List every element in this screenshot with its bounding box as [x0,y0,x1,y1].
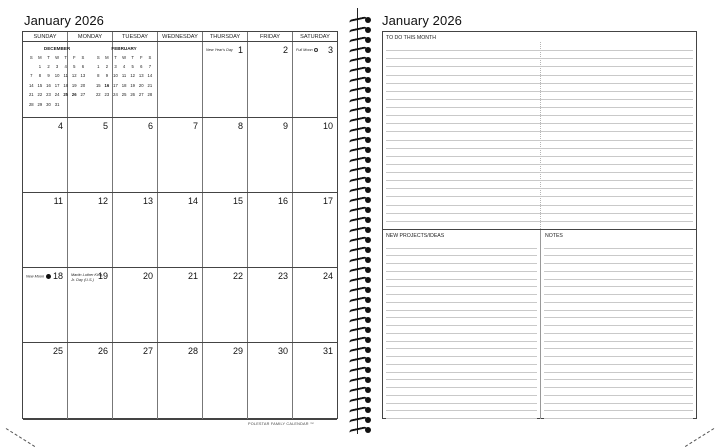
spiral-coil [345,96,373,103]
day-number: 4 [57,121,63,131]
mini-day: 2 [47,64,50,69]
spiral-coil [345,186,373,193]
ruled-line [386,180,693,181]
mini-day: 25 [63,92,68,98]
spiral-coil [345,226,373,233]
day-cell[interactable] [248,343,293,419]
spiral-coil [345,66,373,73]
mini-weekday: S [96,55,100,60]
spiral-binding [345,16,375,440]
mini-day: 6 [81,64,85,69]
day-number: 7 [192,121,198,131]
ruled-line [386,213,693,214]
day-number: 12 [97,196,108,206]
day-number: 31 [322,346,333,356]
day-cell[interactable] [68,343,113,419]
ruled-line [544,403,693,404]
day-cell[interactable] [158,118,203,192]
spiral-coil [345,156,373,163]
mini-day: 14 [28,82,34,88]
spiral-coil [345,86,373,93]
ruled-line [386,50,693,51]
mini-day: 10 [54,73,60,79]
day-note: Martin Luther King, Jr. Day (U.S.) [71,273,104,282]
day-cell[interactable] [293,268,337,342]
mini-weekday: S [29,55,33,60]
mini-day: 10 [113,73,118,79]
mini-day: 19 [71,82,77,88]
mini-day: 21 [28,92,34,98]
mini-weekday: W [55,55,60,60]
day-number: 23 [277,271,288,281]
mini-weekday: T [47,55,50,60]
right-page-title: January 2026 [382,13,462,28]
day-cell[interactable] [68,193,113,267]
day-number: 21 [187,271,198,281]
projects-notes-divider [540,230,541,419]
ruled-line [386,348,537,349]
ruled-line [386,58,693,59]
mini-day: 13 [80,73,86,79]
mini-day: 4 [122,64,126,69]
mini-day: 18 [63,82,68,88]
spiral-coil [345,56,373,63]
notes-section-label: NOTES [545,233,563,239]
day-number: 14 [187,196,198,206]
day-cell[interactable] [158,343,203,419]
day-cell[interactable] [203,268,248,342]
projects-section-label: NEW PROJECTS/IDEAS [386,233,445,239]
mini-day: 9 [47,73,50,79]
mini-weekday: S [81,55,85,60]
mini-weekday: F [139,55,143,60]
ruled-line [386,302,537,303]
day-number: 8 [237,121,243,131]
mini-day: 29 [37,101,43,107]
ruled-line [386,395,537,396]
ruled-line [544,302,693,303]
spiral-coil [345,246,373,253]
day-number: 16 [277,196,288,206]
day-number: 24 [322,271,333,281]
spiral-coil [345,336,373,343]
spiral-coil [345,286,373,293]
ruled-line [386,196,693,197]
day-cell[interactable] [23,118,68,192]
ruled-line [544,325,693,326]
spiral-coil [345,366,373,373]
spiral-coil [345,16,373,23]
day-note: Full Moon [296,48,313,52]
ruled-line [544,294,693,295]
mini-day [61,102,70,107]
spiral-coil [345,356,373,363]
mini-day: 22 [37,92,43,98]
ruled-line [544,395,693,396]
weekday-header: TUESDAY [113,32,158,41]
ruled-line [386,310,537,311]
week-row [23,193,337,268]
ruled-line [386,418,537,419]
day-cell[interactable] [113,268,158,342]
planner-notes-page [382,31,697,419]
mini-day: 16 [46,82,51,88]
ruled-line [386,317,537,318]
mini-day: 1 [97,64,100,69]
full-moon-icon [314,48,318,52]
ruled-line [386,188,693,189]
mini-weekday: F [72,55,76,60]
mini-day: 1 [38,64,42,69]
day-note: New Year's Day [206,48,233,52]
ruled-line [544,348,693,349]
ruled-line [386,115,693,116]
spiral-coil [345,116,373,123]
mini-day: 7 [148,64,152,69]
mini-day: 16 [104,82,110,88]
ruled-line [386,279,537,280]
mini-day: 18 [121,82,127,88]
spiral-coil [345,296,373,303]
ruled-line [386,255,537,256]
spiral-coil [345,106,373,113]
mini-day [79,102,88,107]
week-row [23,343,337,420]
mini-day: 12 [130,73,135,79]
ruled-line [386,325,537,326]
ruled-line [386,364,537,365]
mini-day: 20 [138,82,144,88]
spiral-coil [345,236,373,243]
day-number: 5 [102,121,108,131]
mini-weekday: M [38,55,42,60]
ruled-line [544,418,693,419]
day-number: 19 [97,271,108,281]
weekday-header-row [23,32,337,42]
mini-day: 12 [71,73,77,79]
day-cell[interactable] [248,118,293,192]
calendar-footer: POLESTAR FAMILY CALENDAR ™ [248,422,314,426]
ruled-line [386,248,537,249]
ruled-line [386,333,537,334]
ruled-line [386,294,537,295]
month-calendar-grid [22,31,338,419]
ruled-line [386,205,693,206]
day-cell[interactable] [113,118,158,192]
ruled-line [386,123,693,124]
spiral-coil [345,216,373,223]
mini-day: 19 [130,82,135,88]
day-number: 18 [52,271,63,281]
mini-day: 15 [37,82,43,88]
mini-day: 23 [104,92,110,98]
mini-calendar-title: FEBRUARY [111,46,137,51]
spiral-coil [345,416,373,423]
spiral-coil [345,276,373,283]
ruled-line [386,66,693,67]
mini-day: 5 [73,64,76,69]
day-cell[interactable] [113,343,158,419]
day-number: 3 [327,45,333,55]
day-number: 11 [53,196,63,206]
ruled-line [544,248,693,249]
day-note: New Moon [26,274,45,279]
spiral-coil [345,346,373,353]
mini-weekday: T [64,55,67,60]
day-cell[interactable] [68,268,113,342]
mini-day: 17 [54,82,60,88]
ruled-line [386,99,693,100]
ruled-line [386,387,537,388]
day-number: 29 [232,346,243,356]
mini-day: 21 [147,82,153,88]
spiral-coil [345,146,373,153]
mini-day: 4 [64,64,67,69]
weekday-header: WEDNESDAY [158,32,203,41]
mini-day: 8 [38,73,42,79]
ruled-line [386,148,693,149]
ruled-line [386,91,693,92]
day-number: 2 [282,45,288,55]
mini-day: 9 [105,73,109,79]
day-cell[interactable] [293,193,337,267]
weekday-header: FRIDAY [248,32,293,41]
ruled-line [544,356,693,357]
mini-calendar [94,46,154,102]
spiral-coil [345,316,373,323]
mini-day: 8 [97,73,100,79]
day-cell[interactable] [23,343,68,419]
week-row [23,118,337,193]
mini-day: 24 [113,92,118,98]
day-number: 20 [142,271,153,281]
mini-day: 5 [131,64,134,69]
ruled-line [386,172,693,173]
mini-day: 26 [130,92,135,98]
weekday-header: MONDAY [68,32,113,41]
mini-day: 20 [80,82,86,88]
mini-weekday: W [122,55,127,60]
ruled-line [386,156,693,157]
projects-lines[interactable] [386,240,537,418]
spiral-coil [345,26,373,33]
ruled-line [386,83,693,84]
day-number: 25 [52,346,63,356]
ruled-line [544,387,693,388]
week-row [23,268,337,343]
ruled-line [386,379,537,380]
spiral-coil [345,306,373,313]
ruled-line [544,286,693,287]
todo-section-label: TO DO THIS MONTH [386,35,436,41]
ruled-line [386,271,537,272]
spiral-coil [345,426,373,433]
mini-day: 2 [105,64,109,69]
mini-day: 27 [80,92,86,98]
notes-lines[interactable] [544,240,693,418]
mini-day: 22 [95,92,101,98]
day-number: 10 [322,121,333,131]
mini-calendar [27,46,87,111]
spiral-coil [345,136,373,143]
spiral-coil [345,376,373,383]
ruled-line [544,279,693,280]
day-cell[interactable] [158,42,203,117]
day-number: 13 [142,196,153,206]
ruled-line [386,140,693,141]
day-number: 6 [147,121,153,131]
day-cell[interactable] [248,268,293,342]
mini-calendar-title: DECEMBER [43,46,71,51]
day-number: 17 [322,196,333,206]
mini-day: 27 [138,92,144,98]
ruled-line [544,372,693,373]
day-cell[interactable] [203,42,248,117]
day-cell[interactable] [203,118,248,192]
day-number: 22 [232,271,243,281]
mini-day [70,102,79,107]
day-cell[interactable] [113,193,158,267]
mini-day: 28 [147,92,153,98]
ruled-line [544,310,693,311]
day-cell[interactable] [248,193,293,267]
day-cell[interactable] [158,193,203,267]
day-cell[interactable] [248,42,293,117]
ruled-line [386,372,537,373]
day-cell[interactable] [68,118,113,192]
mini-day: 11 [121,73,127,79]
ruled-line [544,364,693,365]
mini-day: 13 [138,73,144,79]
ruled-line [544,255,693,256]
ruled-line [386,356,537,357]
mini-day: 11 [63,73,68,79]
ruled-line [544,263,693,264]
day-number: 30 [277,346,288,356]
mini-day: 28 [28,101,34,107]
ruled-line [386,107,693,108]
ruled-line [386,131,693,132]
day-cell[interactable] [293,343,337,419]
ruled-line [386,403,537,404]
mini-day: 3 [114,64,117,69]
day-cell[interactable] [23,193,68,267]
day-number: 9 [282,121,288,131]
ruled-line [544,341,693,342]
spiral-coil [345,166,373,173]
right-corner-mark [685,428,714,447]
ruled-line [544,379,693,380]
weekday-header: THURSDAY [203,32,248,41]
spiral-coil [345,386,373,393]
spiral-coil [345,406,373,413]
mini-weekday: T [131,55,134,60]
day-cell[interactable] [158,268,203,342]
left-corner-mark [6,428,35,447]
day-cell[interactable] [203,193,248,267]
ruled-line [386,341,537,342]
spiral-coil [345,396,373,403]
mini-day: 3 [55,64,59,69]
weekday-header: SATURDAY [300,34,330,40]
day-cell[interactable] [23,268,68,342]
mini-day: 23 [46,92,51,98]
spiral-coil [345,266,373,273]
ruled-line [386,263,537,264]
mini-day: 14 [147,73,153,79]
mini-day: 25 [121,92,127,98]
weekday-header: SUNDAY [23,32,68,41]
spiral-coil [345,206,373,213]
ruled-line [386,286,537,287]
new-moon-icon [46,274,51,279]
todo-lines[interactable] [386,42,693,229]
spiral-coil [345,36,373,43]
mini-day: 6 [140,64,143,69]
mini-day: 17 [113,82,118,88]
ruled-line [386,221,693,222]
left-page-title: January 2026 [24,13,104,28]
day-cell[interactable] [293,42,337,117]
ruled-line [386,75,693,76]
spiral-coil [345,176,373,183]
mini-weekday: S [148,55,152,60]
spiral-coil [345,46,373,53]
mini-day: 15 [95,82,101,88]
ruled-line [544,271,693,272]
mini-day: 31 [54,101,60,107]
spiral-coil [345,76,373,83]
day-number: 1 [237,45,243,55]
spiral-coil [345,256,373,263]
mini-day [27,64,36,69]
spiral-coil [345,126,373,133]
mini-day: 24 [54,92,60,98]
mini-day: 7 [30,73,33,79]
spiral-coil [345,196,373,203]
ruled-line [386,164,693,165]
mini-weekday: M [105,55,109,60]
day-number: 27 [142,346,153,356]
ruled-line [544,410,693,411]
mini-day: 30 [46,101,51,107]
day-number: 26 [97,346,108,356]
mini-weekday: T [114,55,117,60]
ruled-line [386,410,537,411]
day-number: 28 [187,346,198,356]
spiral-coil [345,326,373,333]
ruled-line [544,333,693,334]
day-cell[interactable] [293,118,337,192]
day-cell[interactable] [203,343,248,419]
mini-day: 26 [71,92,77,98]
day-number: 15 [232,196,243,206]
ruled-line [544,317,693,318]
